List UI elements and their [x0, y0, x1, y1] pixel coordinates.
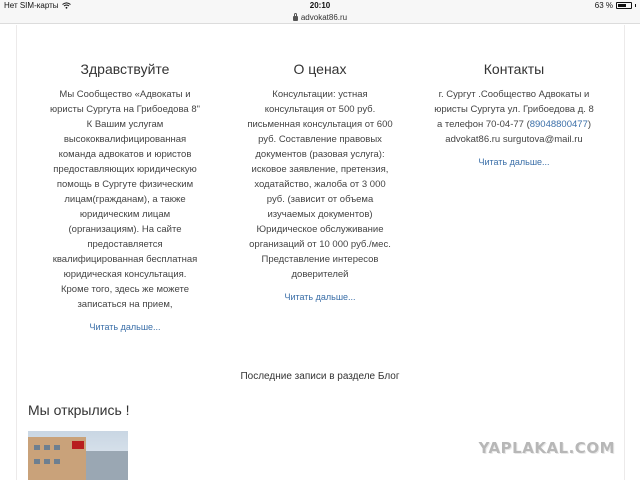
lock-icon [293, 16, 298, 21]
contacts-text-part2: ) advokat86.ru surgutova@mail.ru [445, 119, 592, 145]
url-text[interactable]: advokat86.ru [300, 13, 348, 22]
battery-percent: 63 % [594, 1, 613, 10]
battery-icon [616, 2, 632, 9]
prices-text: Консультации: устная консультация от 500 руб. письменная консультация от 600 руб. Составление правовых документов (разовая услуга): исковое заявление, претензия, ходатайство, жалоба от 3 000 руб. (зависит от объема изучаемых документов) Юридическое обслуживание организаций от 10 000 руб./мес. Представление интересов доверителей [247, 89, 393, 280]
watermark: YAPLAKAL.COM [478, 439, 615, 457]
thumbnail-window [34, 445, 40, 450]
contacts-read-more-link[interactable]: Читать дальше... [478, 157, 550, 167]
welcome-text: Мы Сообщество «Адвокаты и юристы Сургута на Грибоедова 8" К Вашим услугам высококвалифицированная команда адвокатов и юристов предоставляющих юридическую помощь в Сургуте физическим лицам(гражданам), а также юридическим лицам (организациям). На сайте предоставляется квалифицированная бесплатная юридическая консультация. Кроме того, здесь же можете записаться на прием, [50, 89, 200, 310]
contacts-text [431, 87, 597, 147]
thumbnail-window [44, 459, 50, 464]
welcome-column [50, 61, 200, 332]
status-bar [0, 0, 640, 12]
battery-tip [635, 4, 636, 7]
thumbnail-window [54, 445, 60, 450]
welcome-title: Здравствуйте [80, 61, 170, 77]
phone-link[interactable]: 89048800477 [529, 119, 588, 130]
thumbnail-red-sign [72, 441, 84, 449]
blog-section-label: Последние записи в разделе Блог [240, 371, 400, 382]
thumbnail-window [54, 459, 60, 464]
blog-post-title[interactable]: Мы открылись ! [28, 402, 130, 418]
thumbnail-window [34, 459, 40, 464]
page-content [0, 25, 640, 480]
contacts-column [431, 61, 597, 167]
prices-column [245, 61, 395, 302]
contacts-text-part1: г. Сургут .Сообщество Адвокаты и юристы Сургута ул. Грибоедова д. 8 а телефон 70-04-77 ( [434, 89, 594, 130]
prices-title: О ценах [293, 61, 347, 77]
welcome-read-more-link[interactable]: Читать дальше... [89, 322, 161, 332]
content-border-right [624, 25, 625, 480]
status-time: 20:10 [309, 1, 331, 10]
content-border-left [16, 25, 17, 480]
thumbnail-building-secondary [86, 451, 128, 480]
prices-read-more-link[interactable]: Читать дальше... [284, 292, 356, 302]
status-right [595, 1, 636, 10]
carrier-label: Нет SIM-карты [4, 1, 59, 10]
address-bar[interactable] [0, 12, 640, 24]
blog-post-thumbnail[interactable] [28, 431, 128, 480]
thumbnail-window [44, 445, 50, 450]
contacts-title: Контакты [483, 61, 545, 77]
